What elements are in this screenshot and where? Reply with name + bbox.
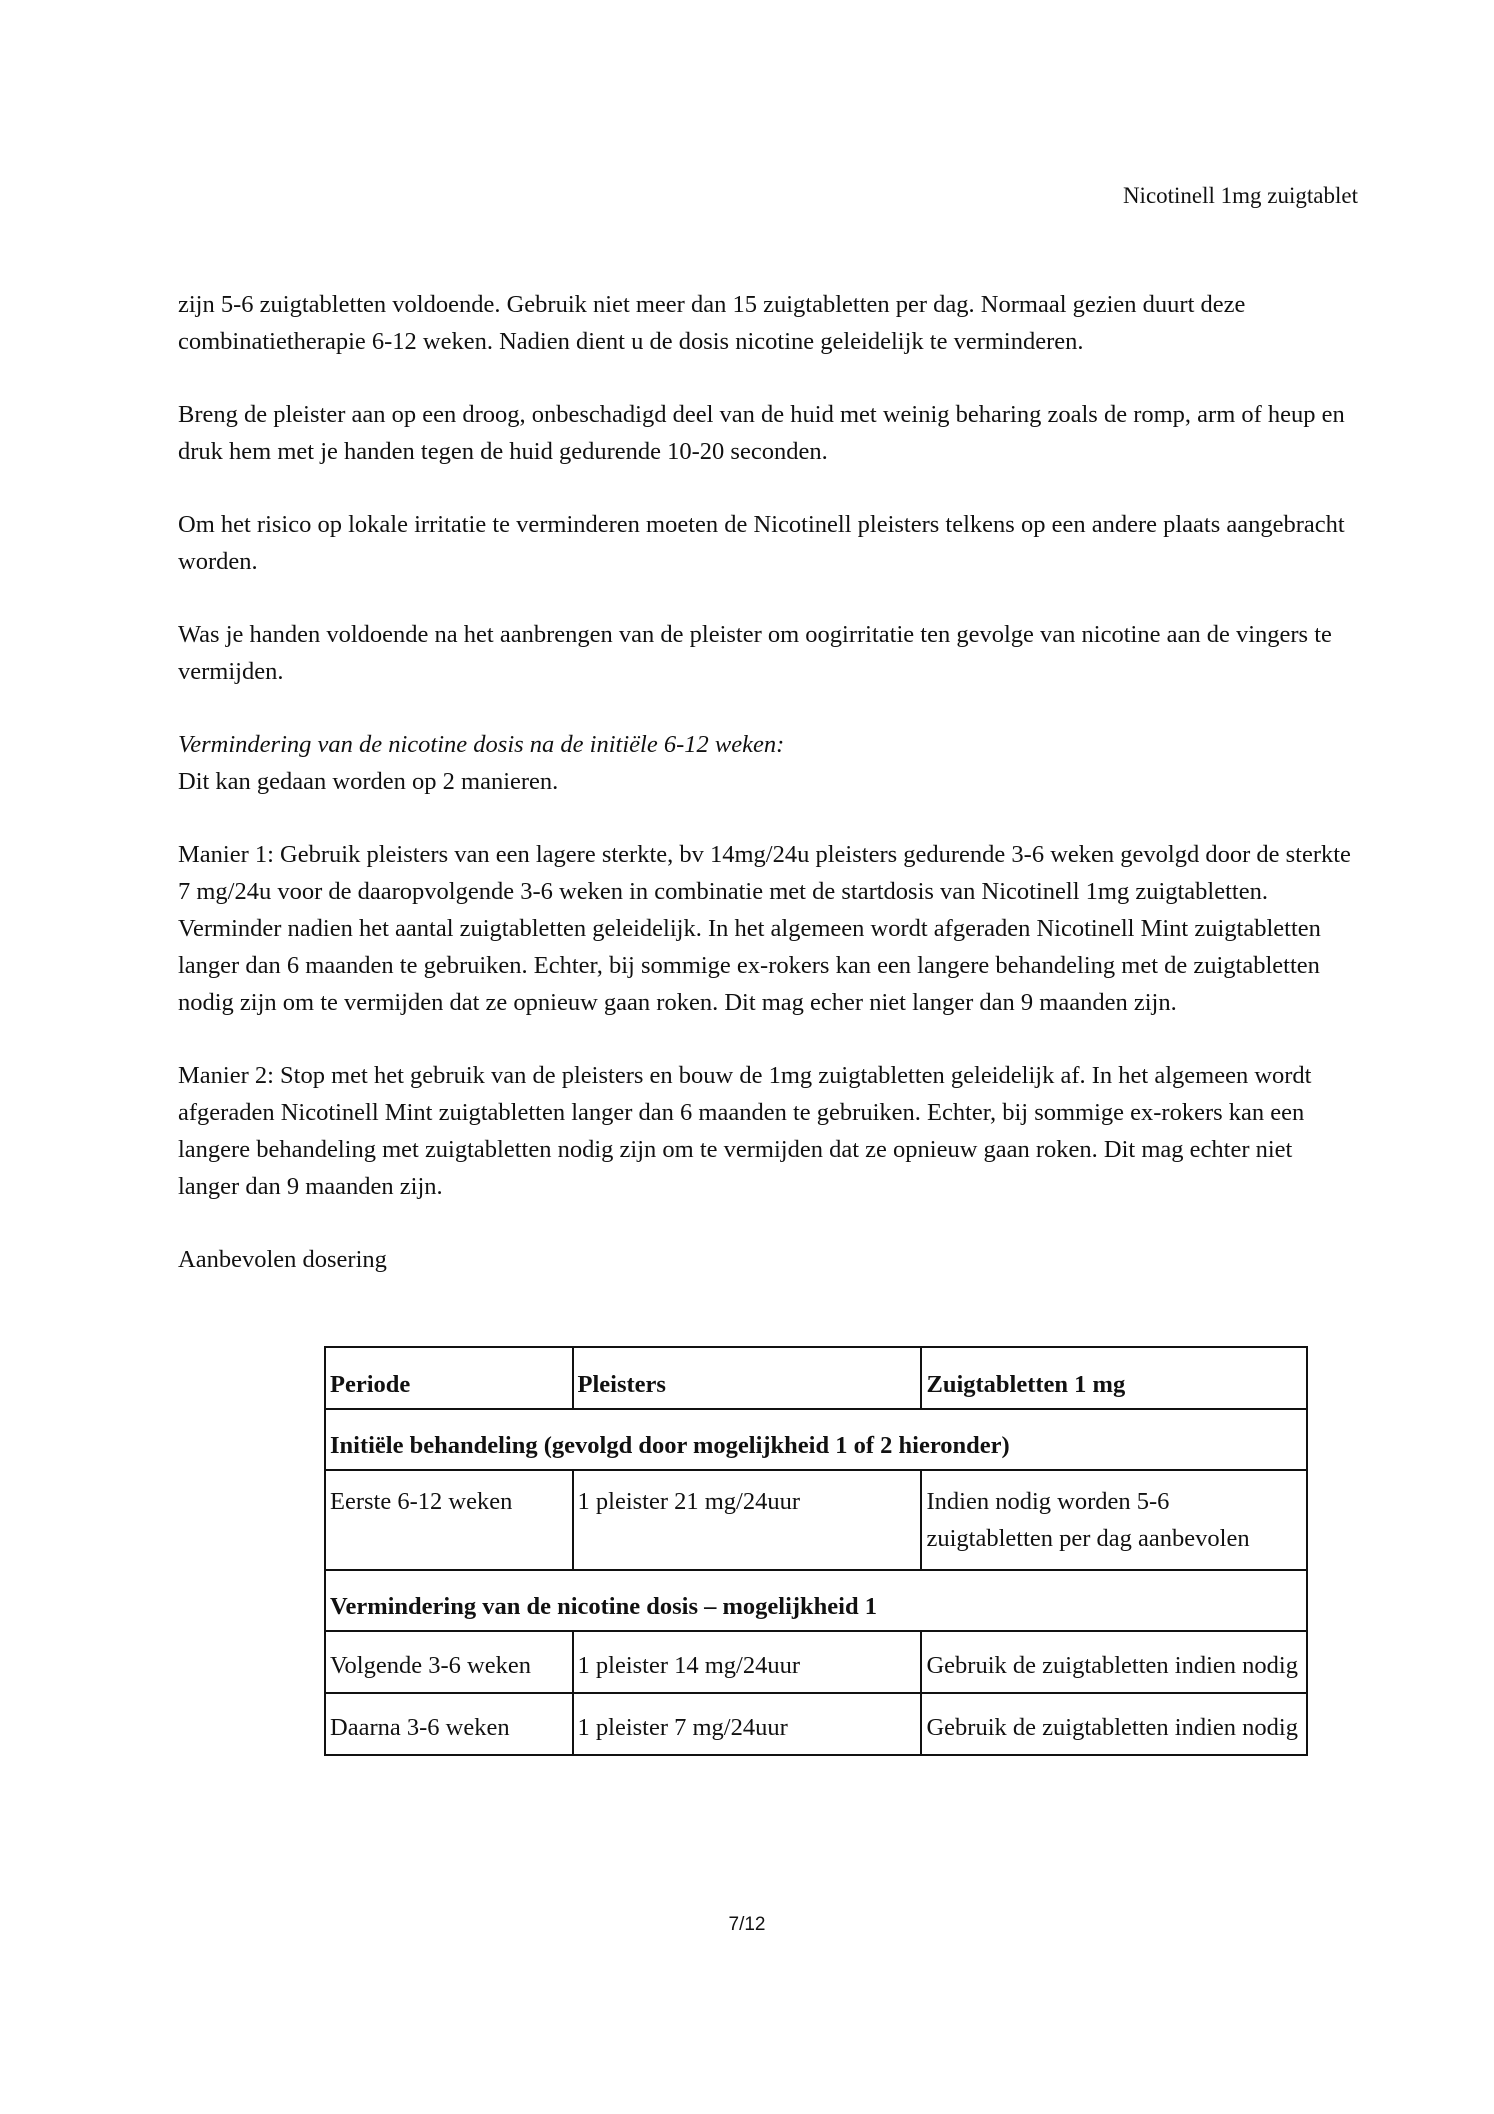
dosage-table [324,1346,1308,1756]
table-row [325,1470,1307,1570]
header-cell-period: Periode [325,1347,573,1409]
cell-patches: 1 pleister 7 mg/24uur [573,1693,922,1755]
section-dose-reduction: Vermindering van de nicotine dosis – mogelijkheid 1 [325,1570,1307,1631]
table-section-row [325,1570,1307,1631]
paragraph-two-ways: Dit kan gedaan worden op 2 manieren. [178,768,559,795]
cell-period: Volgende 3-6 weken [325,1631,573,1693]
paragraph-dosage-continuation: zijn 5-6 zuigtabletten voldoende. Gebruik niet meer dan 15 zuigtabletten per dag. Normaal gezien duurt deze combinatietherapie 6-12 weken. Nadien dient u de dosis nicotine geleidelijk te verminderen. [178,291,1246,355]
header-cell-lozenges: Zuigtabletten 1 mg [921,1347,1307,1409]
table-section-row [325,1409,1307,1470]
subheading-dose-reduction: Vermindering van de nicotine dosis na de initiële 6-12 weken: [178,731,785,758]
cell-period: Eerste 6-12 weken [325,1470,573,1570]
page-number: 7/12 [728,1914,766,1935]
section-initial-treatment: Initiële behandeling (gevolgd door mogelijkheid 1 of 2 hieronder) [325,1409,1307,1470]
cell-patches: 1 pleister 21 mg/24uur [573,1470,922,1570]
paragraph-method-1: Manier 1: Gebruik pleisters van een lagere sterkte, bv 14mg/24u pleisters gedurende 3-6 weken gevolgd door de sterkte 7 mg/24u voor de daaropvolgende 3-6 weken in combinatie met de startdosis van Nicotinell 1mg zuigtabletten. Verminder nadien het aantal zuigtabletten geleidelijk. In het algemeen wordt afgeraden Nicotinell Mint zuigtabletten langer dan 6 maanden te gebruiken. Echter, bij sommige ex-rokers kan een langere behandeling met de zuigtabletten nodig zijn om te vermijden dat ze opnieuw gaan roken. Dit mag echer niet langer dan 9 maanden zijn. [178,841,1351,1016]
paragraph-patch-application: Breng de pleister aan op een droog, onbeschadigd deel van de huid met weinig beharing zoals de romp, arm of heup en druk hem met je handen tegen de huid gedurende 10-20 seconden. [178,401,1345,465]
cell-lozenges: Indien nodig worden 5-6 zuigtabletten per dag aanbevolen [921,1470,1307,1570]
cell-lozenges: Gebruik de zuigtabletten indien nodig [921,1631,1307,1693]
table-row [325,1693,1307,1755]
running-header: Nicotinell 1mg zuigtablet [1122,183,1358,208]
heading-recommended-dosage: Aanbevolen dosering [178,1246,387,1273]
cell-period: Daarna 3-6 weken [325,1693,573,1755]
paragraph-hand-washing: Was je handen voldoende na het aanbrengen van de pleister om oogirritatie ten gevolge van nicotine aan de vingers te vermijden. [178,621,1332,685]
cell-patches: 1 pleister 14 mg/24uur [573,1631,922,1693]
paragraph-method-2: Manier 2: Stop met het gebruik van de pleisters en bouw de 1mg zuigtabletten geleidelijk af. In het algemeen wordt afgeraden Nicotinell Mint zuigtabletten langer dan 6 maanden te gebruiken. Echter, bij sommige ex-rokers kan een langere behandeling met zuigtabletten nodig zijn om te vermijden dat ze opnieuw gaan roken. Dit mag echter niet langer dan 9 maanden zijn. [178,1062,1312,1200]
cell-lozenges: Gebruik de zuigtabletten indien nodig [921,1693,1307,1755]
paragraph-irritation-risk: Om het risico op lokale irritatie te verminderen moeten de Nicotinell pleisters telkens op een andere plaats aangebracht worden. [178,511,1345,575]
body-text [178,286,1358,1312]
header-cell-patches: Pleisters [573,1347,922,1409]
table-row [325,1631,1307,1693]
table-header-row [325,1347,1307,1409]
